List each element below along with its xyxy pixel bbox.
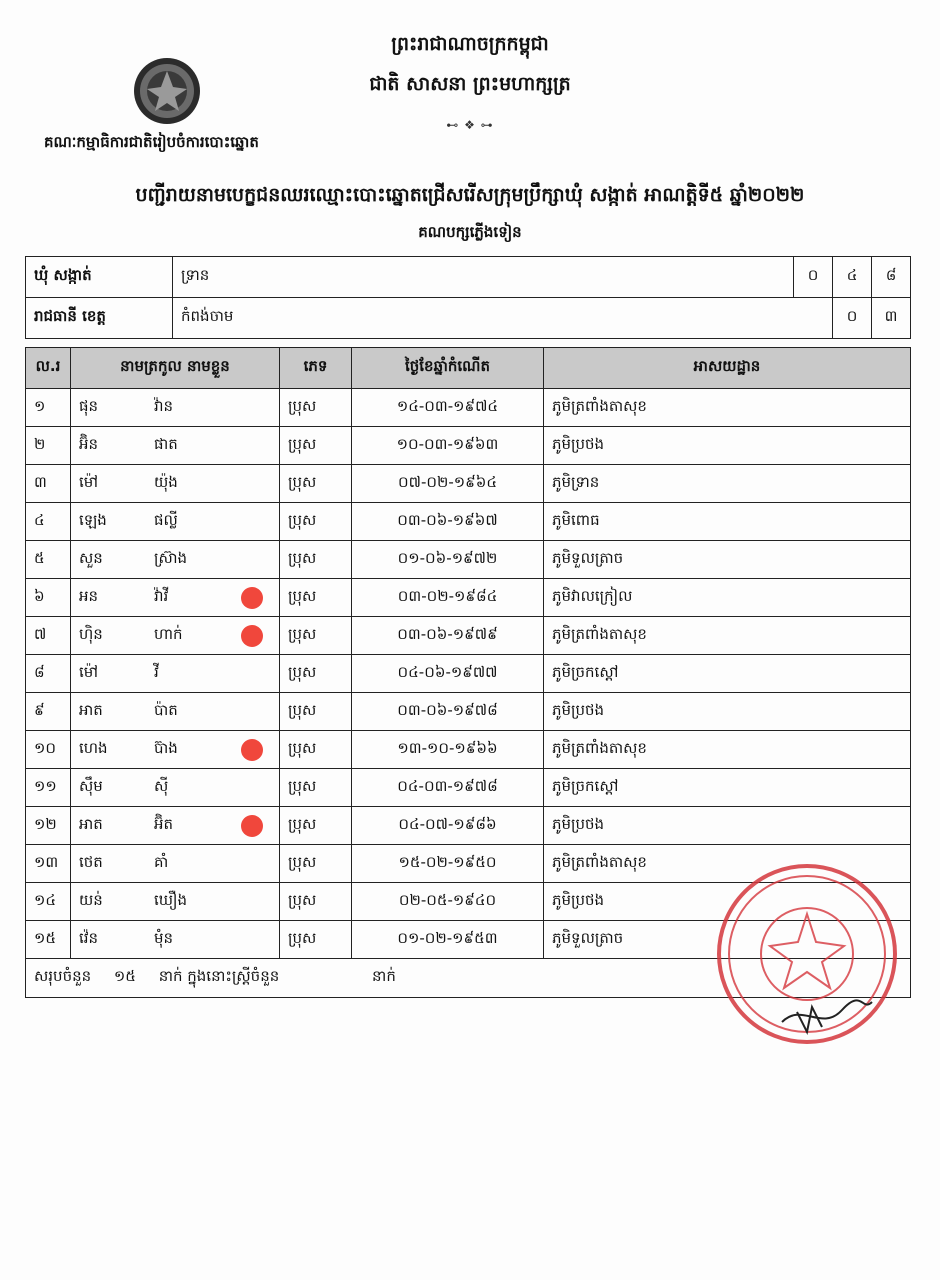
table-header-row [26,348,911,389]
sex-cell: ប្រុស [280,731,352,769]
address-cell: ភូមិប្រថង [544,427,911,465]
column-header-sex: ភេទ [280,348,352,389]
sex-cell: ប្រុស [280,693,352,731]
row-number: ១០ [26,731,71,769]
last-name: អ៊ិន [79,434,99,453]
row-number: ៥ [26,541,71,579]
dob-cell: ០២-០៥-១៩៤០ [352,883,544,921]
address-cell: ភូមិទួលត្រាច [544,541,911,579]
province-code-digit: ៣ [872,298,911,339]
table-row [26,465,911,503]
kingdom-heading: ព្រះរាជាណាចក្រកម្ពុជា [391,33,549,55]
dob-cell: ១៥-០២-១៩៥០ [352,845,544,883]
first-name: ស៊ី [154,776,169,795]
first-name: ឃឿង [154,890,188,909]
last-name: ស៊ឹម [79,776,103,795]
row-number: ១២ [26,807,71,845]
last-name: យន់ [79,890,103,909]
dob-cell: ០៣-០៦-១៩៧៩ [352,617,544,655]
first-name: ប៉ាត [154,700,178,719]
dob-cell: ០៤-០៣-១៩៧៨ [352,769,544,807]
first-name: ប៊ាង [154,738,178,757]
last-name: ហ៊ិន [79,624,103,643]
sex-cell: ប្រុស [280,807,352,845]
dob-cell: ០៣-០៦-១៩៦៧ [352,503,544,541]
sex-cell: ប្រុស [280,883,352,921]
sex-cell: ប្រុស [280,503,352,541]
address-cell: ភូមិវាលក្រៀល [544,579,911,617]
row-number: ៦ [26,579,71,617]
sex-cell: ប្រុស [280,427,352,465]
red-mark-dot [241,587,263,609]
table-row [26,541,911,579]
candidate-name [71,655,280,693]
candidate-name [71,541,280,579]
commune-value: ទ្រាន [173,257,794,298]
first-name: ផាត [154,434,178,453]
table-row [26,693,911,731]
row-number: ១៣ [26,845,71,883]
first-name: មុំន [154,928,174,947]
first-name: អ៊ិត [154,814,174,833]
committee-name: គណៈកម្មាធិការជាតិរៀបចំការបោះឆ្នោត [44,133,259,151]
sex-cell: ប្រុស [280,617,352,655]
address-cell: ភូមិទ្រាន [544,465,911,503]
address-cell: ភូមិត្រពាំងតាសុខ [544,845,911,883]
address-cell: ភូមិច្រកស្តៅ [544,655,911,693]
red-mark-dot [241,739,263,761]
sex-cell: ប្រុស [280,579,352,617]
candidate-name [71,465,280,503]
location-table [25,256,911,339]
candidate-name [71,579,280,617]
national-election-committee-emblem-icon [133,57,201,125]
table-row [26,807,911,845]
first-name: ស្រ៊ាង [154,548,188,567]
commune-row [26,257,911,298]
dob-cell: ១៤-០៣-១៩៧៤ [352,389,544,427]
table-row [26,617,911,655]
row-number: ៤ [26,503,71,541]
dob-cell: ០៤-០៧-១៩៨៦ [352,807,544,845]
column-header-address: អាសយដ្ឋាន [544,348,911,389]
commune-label: ឃុំ សង្កាត់ [26,257,173,298]
first-name: វី [154,662,159,681]
commune-code-digit: ៨ [872,257,911,298]
last-name: ថេត [79,852,103,871]
address-cell: ភូមិពោធ [544,503,911,541]
row-number: ២ [26,427,71,465]
last-name: ម៉ៅ [79,472,99,491]
sex-cell: ប្រុស [280,655,352,693]
sex-cell: ប្រុស [280,541,352,579]
commune-code-digit: ០ [794,257,833,298]
province-value: កំពង់ចាម [173,298,833,339]
candidate-name [71,693,280,731]
sex-cell: ប្រុស [280,845,352,883]
last-name: អាត [79,700,103,719]
last-name: ផុន [79,396,99,415]
row-number: ១១ [26,769,71,807]
last-name: ម៉ៅ [79,662,99,681]
row-number: ៨ [26,655,71,693]
table-row [26,731,911,769]
dob-cell: ០១-០២-១៩៥៣ [352,921,544,959]
dob-cell: ០៧-០២-១៩៦៤ [352,465,544,503]
address-cell: ភូមិប្រថង [544,883,911,921]
official-seal-icon [712,862,902,1052]
table-row [26,389,911,427]
total-count: ១៥ [113,967,136,985]
persons-label: នាក់ ក្នុងនោះស្ត្រីចំនួន [158,967,280,985]
first-name: វ៉ាន [154,396,174,415]
sex-cell: ប្រុស [280,921,352,959]
first-name: យ៉ុង [154,472,178,491]
dob-cell: ០៣-០៦-១៩៧៨ [352,693,544,731]
total-label: សរុបចំនួន [34,967,92,985]
table-row [26,769,911,807]
dob-cell: ០៤-០៦-១៩៧៧ [352,655,544,693]
first-name: គាំ [154,852,169,871]
sex-cell: ប្រុស [280,389,352,427]
dob-cell: ០១-០៦-១៩៧២ [352,541,544,579]
column-header-dob: ថ្ងៃខែឆ្នាំកំណើត [352,348,544,389]
last-name: អន [79,586,99,605]
dob-cell: ០៣-០២-១៩៨៤ [352,579,544,617]
ornament-divider: ⊷ ❖ ⊶ [446,118,494,132]
address-cell: ភូមិទួលត្រាច [544,921,911,959]
red-mark-dot [241,815,263,837]
row-number: ៣ [26,465,71,503]
persons-label-end: នាក់ [372,967,396,985]
address-cell: ភូមិត្រពាំងតាសុខ [544,389,911,427]
row-number: ៧ [26,617,71,655]
province-row [26,298,911,339]
candidate-name [71,731,280,769]
candidate-name [71,617,280,655]
sex-cell: ប្រុស [280,769,352,807]
first-name: ផល្លី [154,510,178,529]
party-name: គណបក្សភ្លើងទៀន [418,223,522,241]
row-number: ៩ [26,693,71,731]
candidate-name [71,807,280,845]
row-number: ១៤ [26,883,71,921]
last-name: ឡេង [79,510,107,529]
table-row [26,427,911,465]
last-name: វ៉េន [79,928,99,947]
table-row [26,579,911,617]
first-name: វ៉ាវី [154,586,169,605]
candidate-name [71,769,280,807]
candidate-name [71,883,280,921]
last-name: ហេង [79,738,108,757]
last-name: អាត [79,814,103,833]
address-cell: ភូមិត្រពាំងតាសុខ [544,617,911,655]
sex-cell: ប្រុស [280,465,352,503]
address-cell: ភូមិត្រពាំងតាសុខ [544,731,911,769]
candidate-name [71,427,280,465]
candidate-name [71,921,280,959]
document-title: បញ្ជីរាយនាមបេក្ខជនឈរឈ្មោះបោះឆ្នោតជ្រើសរើសក្រុមប្រឹក្សាឃុំ សង្កាត់ អាណត្តិទី៥ ឆ្នាំ២០២២ [135,184,805,206]
address-cell: ភូមិប្រថង [544,693,911,731]
column-header-number: ល.រ [26,348,71,389]
province-label: រាជធានី ខេត្ត [26,298,173,339]
last-name: សួន [79,548,103,567]
motto-heading: ជាតិ សាសនា ព្រះមហាក្សត្រ [369,73,571,95]
candidate-name [71,503,280,541]
row-number: ១៥ [26,921,71,959]
candidate-name [71,389,280,427]
red-mark-dot [241,625,263,647]
row-number: ១ [26,389,71,427]
address-cell: ភូមិច្រកស្តៅ [544,769,911,807]
commune-code-digit: ៤ [833,257,872,298]
table-row [26,655,911,693]
table-row [26,503,911,541]
dob-cell: ១០-០៣-១៩៦៣ [352,427,544,465]
address-cell: ភូមិប្រថង [544,807,911,845]
column-header-name: នាមត្រកូល នាមខ្លួន [71,348,280,389]
dob-cell: ១៣-១០-១៩៦៦ [352,731,544,769]
province-code-digit: ០ [833,298,872,339]
first-name: ហាក់ [154,624,183,643]
candidate-name [71,845,280,883]
